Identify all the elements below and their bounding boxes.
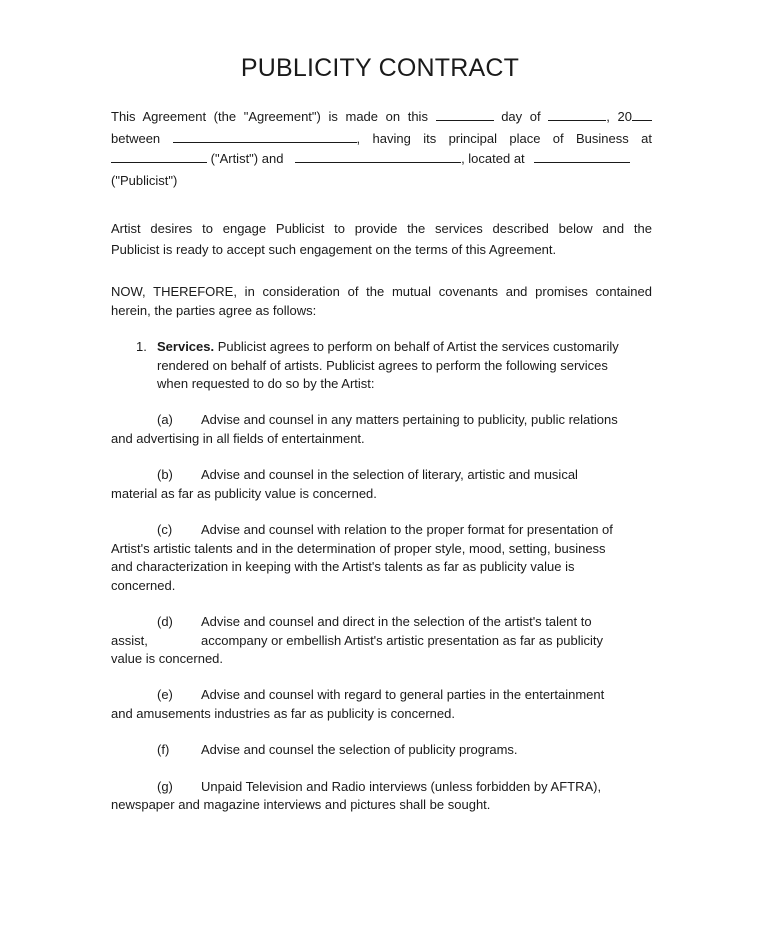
date-year-blank[interactable]: [632, 108, 652, 121]
item-e-line-2: and amusements industries as far as publicity is concerned.: [111, 706, 455, 721]
item-c-label: (c): [157, 522, 173, 537]
intro-line-1: [111, 108, 652, 126]
intro-line-3: [111, 150, 652, 168]
item-c-line-3: and characterization in keeping with the Artist's talents as far as publicity value is: [111, 559, 575, 574]
recital-line-1: Artist desires to engage Publicist to provide the services described below and the: [111, 221, 652, 236]
item-d-line-2a: assist,: [111, 633, 148, 648]
item-f-line-1: Advise and counsel the selection of publicity programs.: [201, 742, 518, 757]
publicist-address-blank[interactable]: [534, 150, 630, 163]
intro-text: between: [111, 131, 161, 146]
item-e-label: (e): [157, 687, 173, 702]
item-g-line-2: newspaper and magazine interviews and pictures shall be sought.: [111, 797, 491, 812]
intro-text: ("Artist") and: [210, 151, 284, 166]
section-1-line-1: [157, 338, 619, 356]
item-d-label: (d): [157, 614, 173, 629]
section-number: 1.: [136, 339, 147, 354]
artist-address-blank[interactable]: [111, 150, 207, 163]
item-c-line-1: Advise and counsel with relation to the proper format for presentation of: [201, 522, 613, 537]
intro-text: day of: [501, 109, 541, 124]
item-g-line-1: Unpaid Television and Radio interviews (unless forbidden by AFTRA),: [201, 779, 602, 794]
publicist-name-blank[interactable]: [295, 150, 461, 163]
document-title: PUBLICITY CONTRACT: [240, 54, 520, 82]
recital-line-2: Publicist is ready to accept such engagement on the terms of this Agreement.: [111, 242, 557, 257]
item-c-line-4: concerned.: [111, 578, 176, 593]
item-b-label: (b): [157, 467, 173, 482]
item-f-label: (f): [157, 742, 170, 757]
item-a-line-1: Advise and counsel in any matters pertaining to publicity, public relations: [201, 412, 618, 427]
item-d-line-3: value is concerned.: [111, 651, 224, 666]
section-text: Publicist agrees to perform on behalf of Artist the services customarily: [214, 339, 619, 354]
now-therefore-line-1: NOW, THEREFORE, in consideration of the mutual covenants and promises contained: [111, 284, 652, 299]
item-d-line-1: Advise and counsel and direct in the selection of the artist's talent to: [201, 614, 592, 629]
intro-line-4: ("Publicist"): [111, 173, 178, 188]
date-day-blank[interactable]: [436, 108, 494, 121]
item-b-line-1: Advise and counsel in the selection of literary, artistic and musical: [201, 467, 578, 482]
item-a-line-2: and advertising in all fields of entertainment.: [111, 431, 365, 446]
section-1-line-3: when requested to do so by the Artist:: [157, 376, 375, 391]
item-d-line-2b: accompany or embellish Artist's artistic presentation as far as publicity: [201, 633, 604, 648]
now-therefore-line-2: herein, the parties agree as follows:: [111, 303, 317, 318]
section-1-line-2: rendered on behalf of artists. Publicist agrees to perform the following services: [157, 358, 608, 373]
date-month-blank[interactable]: [548, 108, 606, 121]
item-g-label: (g): [157, 779, 173, 794]
item-e-line-1: Advise and counsel with regard to general parties in the entertainment: [201, 687, 605, 702]
intro-text: This Agreement (the "Agreement") is made on this: [111, 109, 428, 124]
artist-name-blank[interactable]: [173, 130, 357, 143]
item-c-line-2: Artist's artistic talents and in the determination of proper style, mood, setting, business: [111, 541, 606, 556]
item-b-line-2: material as far as publicity value is concerned.: [111, 486, 377, 501]
section-heading: Services.: [157, 339, 215, 354]
item-a-label: (a): [157, 412, 173, 427]
intro-text: , located at: [461, 151, 525, 166]
intro-text: , 20: [606, 109, 632, 124]
intro-line-2: [111, 130, 652, 148]
intro-text: , having its principal place of Business at: [356, 131, 652, 146]
